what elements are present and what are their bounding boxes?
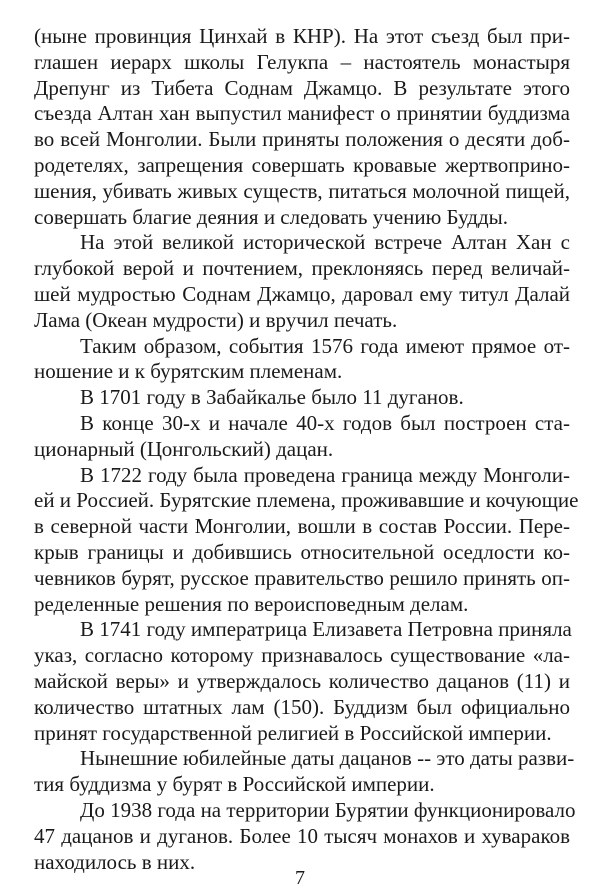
text-line: В 1701 году в Забайкалье было 11 дуганов. bbox=[80, 385, 464, 410]
text-line: съезда Алтан хан выпустил манифест о принятии буддизма bbox=[34, 101, 570, 126]
paragraph-8 bbox=[34, 746, 575, 798]
text-line: Таким образом, события 1576 года имеют прямое от- bbox=[80, 333, 570, 358]
text-line: тия буддизма у бурят в Российской империи. bbox=[34, 772, 435, 797]
text-line: в северной части Монголии, вошли в состав России. Пере- bbox=[34, 514, 570, 539]
text-line: Лама (Океан мудрости) и вручил печать. bbox=[34, 307, 398, 332]
text-line: В 1722 году была проведена граница между Монголи- bbox=[80, 462, 570, 487]
text-line: На этой великой исторической встрече Алтан Хан с bbox=[80, 230, 570, 255]
text-line: чевников бурят, русское правительство решило принять оп- bbox=[34, 565, 570, 590]
paragraph-2 bbox=[34, 230, 570, 333]
text-line: ределенные решения по вероисповедным делам. bbox=[34, 591, 469, 616]
text-line: В 1741 году императрица Елизавета Петровна приняла bbox=[80, 617, 572, 642]
text-line: совершать благие деяния и следовать учению Будды. bbox=[34, 204, 508, 229]
page-number: 7 bbox=[295, 867, 305, 889]
text-line: шей мудростью Соднам Джамцо, даровал ему титул Далай bbox=[34, 281, 570, 306]
text-line: количество штатных лам (150). Буддизм был официально bbox=[34, 694, 570, 719]
text-line: шения, убивать живых существ, питаться молочной пищей, bbox=[34, 178, 570, 203]
paragraph-5 bbox=[34, 411, 570, 463]
text-line: Нынешние юбилейные даты дацанов -- это даты разви- bbox=[80, 746, 575, 771]
text-line: ей и Россией. Бурятские племена, проживавшие и кочующие bbox=[34, 488, 579, 513]
page-body bbox=[34, 24, 579, 875]
text-line: ционарный (Цонгольский) дацан. bbox=[34, 436, 334, 461]
paragraph-7 bbox=[34, 617, 570, 746]
text-line: крыв границы и добившись относительной оседлости ко- bbox=[34, 539, 570, 564]
paragraph-1 bbox=[34, 24, 570, 230]
text-line: До 1938 года на территории Бурятии функционировало bbox=[80, 797, 576, 822]
paragraph-6 bbox=[34, 462, 579, 618]
text-line: принят государственной религией в Российской империи. bbox=[34, 720, 552, 745]
text-line: указ, согласно которому признавалось существование «ла- bbox=[34, 643, 570, 668]
text-line: майской веры» и утверждалось количество дацанов (11) и bbox=[34, 668, 570, 693]
paragraph-9 bbox=[34, 797, 576, 875]
text-line: В конце 30-х и начале 40-х годов был построен ста- bbox=[80, 410, 570, 435]
text-line: глубокой верой и почтением, преклоняясь перед величай- bbox=[34, 256, 570, 281]
text-line: находилось в них. bbox=[34, 849, 196, 874]
text-line: Дрепунг из Тибета Соднам Джамцо. В результате этого bbox=[34, 75, 570, 100]
text-line: (ныне провинция Цинхай в КНР). На этот съезд был при- bbox=[34, 24, 570, 48]
text-line: глашен иерарх школы Гелукпа – настоятель монастыря bbox=[34, 49, 570, 74]
paragraph-3 bbox=[34, 334, 570, 386]
paragraph-4 bbox=[34, 385, 570, 411]
text-line: родетелях, запрещения совершать кровавые жертвоприно- bbox=[34, 152, 570, 177]
text-line: ношение и к бурятским племенам. bbox=[34, 359, 343, 384]
text-line: 47 дацанов и дуганов. Более 10 тысяч монахов и хувараков bbox=[34, 823, 570, 848]
text-line: во всей Монголии. Были приняты положения о десяти доб- bbox=[34, 127, 570, 152]
